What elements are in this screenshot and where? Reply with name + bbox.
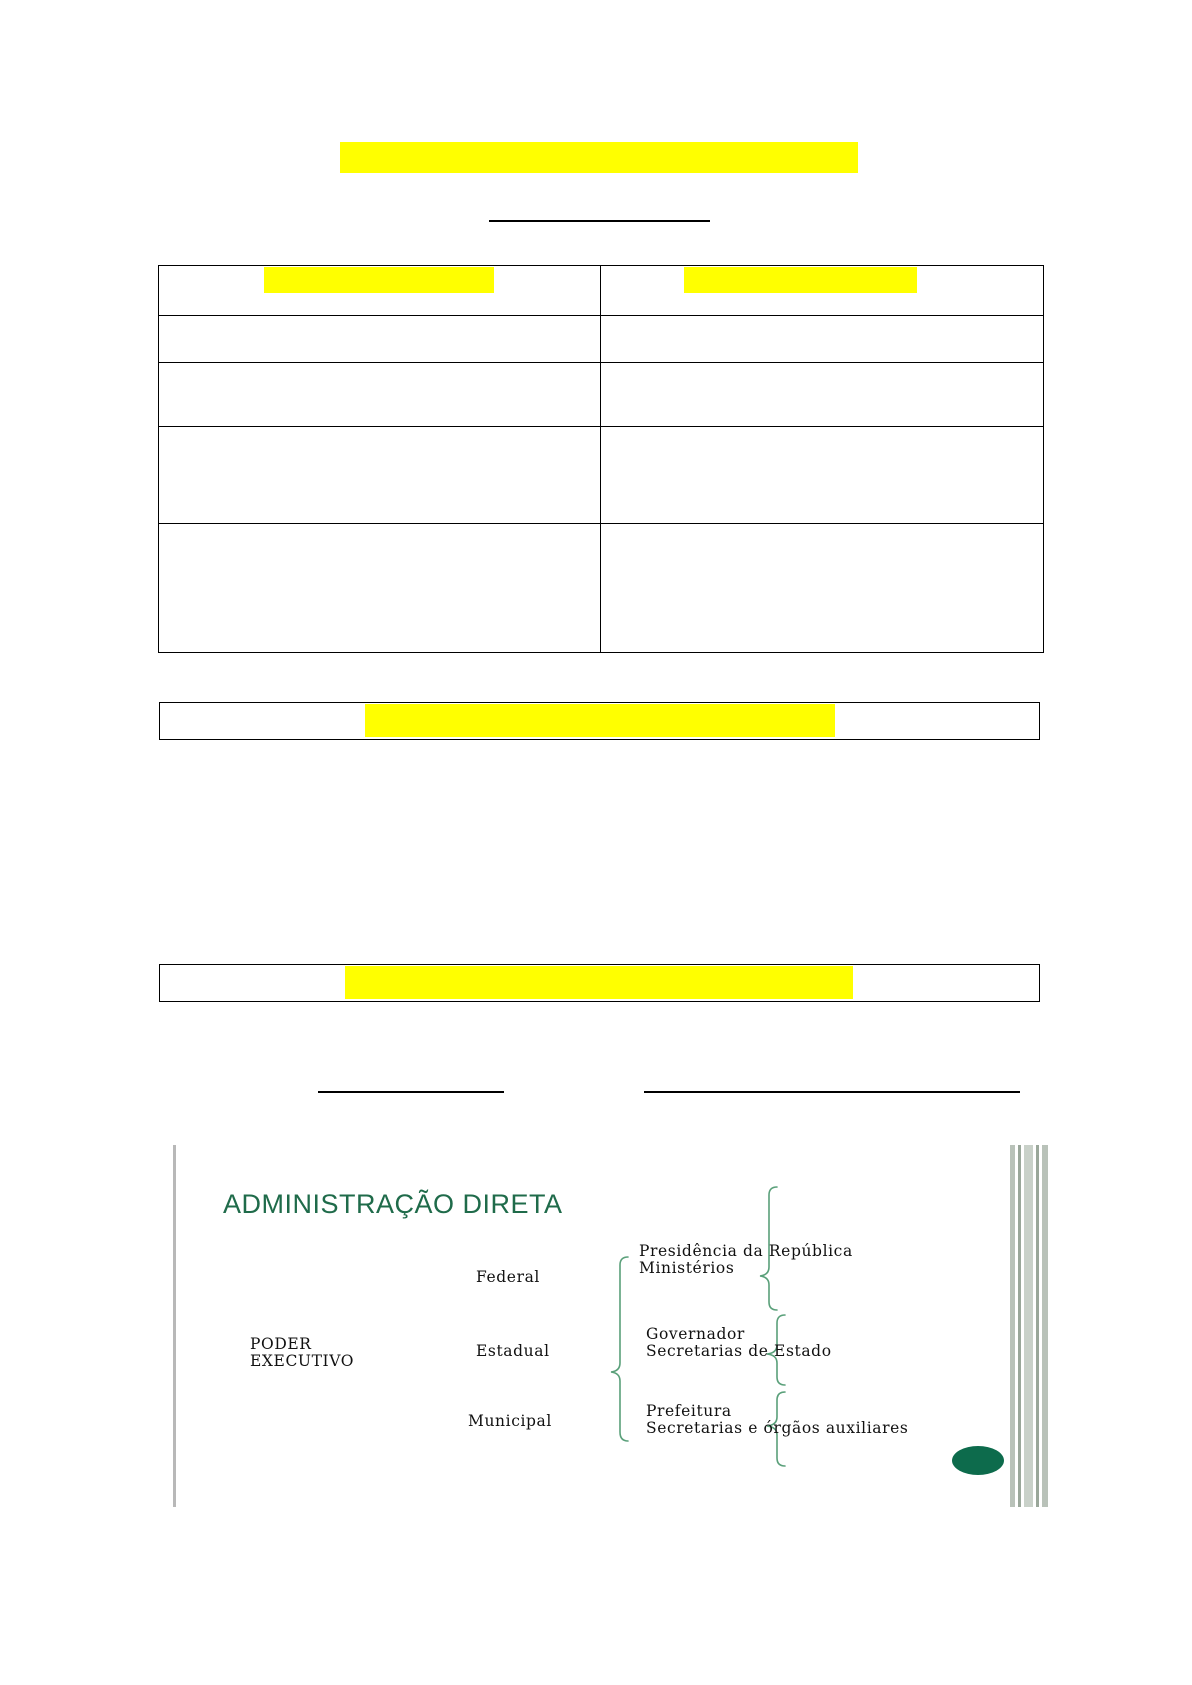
- level-estadual: Estadual: [476, 1342, 550, 1360]
- table-cell: [159, 316, 601, 363]
- table-row: [159, 316, 1044, 363]
- table-cell: [601, 524, 1044, 653]
- federal-items: [639, 1243, 853, 1277]
- table-cell: [159, 266, 601, 316]
- estadual-item: Secretarias de Estado: [646, 1342, 832, 1360]
- root-label-line2: EXECUTIVO: [250, 1352, 355, 1370]
- table-header-row: [159, 266, 1044, 316]
- section-box-2-highlight: [345, 966, 853, 999]
- federal-item: Presidência da República: [639, 1242, 853, 1260]
- municipal-items: [646, 1403, 908, 1437]
- hierarchy-braces: [173, 1145, 1048, 1507]
- administracao-direta-slide: [173, 1145, 1048, 1507]
- table-cell: [159, 427, 601, 524]
- table-cell: [601, 427, 1044, 524]
- main-brace: [611, 1257, 628, 1441]
- header-highlight-right: [684, 267, 917, 293]
- root-label: [250, 1336, 354, 1370]
- section-box-1-highlight: [365, 704, 835, 737]
- blank-underline-1: [318, 1091, 504, 1093]
- table-cell: [159, 524, 601, 653]
- level-federal: Federal: [476, 1268, 540, 1286]
- estadual-item: Governador: [646, 1325, 745, 1343]
- federal-item: Ministérios: [639, 1259, 735, 1277]
- slide-number-dot: [952, 1446, 1004, 1475]
- table-row: [159, 524, 1044, 653]
- subtitle-underline: [489, 220, 710, 222]
- slide-title: ADMINISTRAÇÃO DIRETA: [223, 1189, 563, 1219]
- municipal-item: Prefeitura: [646, 1402, 732, 1420]
- table-cell: [601, 363, 1044, 427]
- root-label-line1: PODER: [250, 1335, 312, 1353]
- estadual-items: [646, 1326, 832, 1360]
- title-highlight: [340, 142, 858, 173]
- table-row: [159, 427, 1044, 524]
- table-cell: [159, 363, 601, 427]
- municipal-item: Secretarias e órgãos auxiliares: [646, 1419, 909, 1437]
- section-box-1: [159, 702, 1040, 740]
- blank-underline-2: [644, 1091, 1020, 1093]
- section-box-2: [159, 964, 1040, 1002]
- header-highlight-left: [264, 267, 494, 293]
- table-row: [159, 363, 1044, 427]
- table-cell: [601, 266, 1044, 316]
- level-municipal: Municipal: [468, 1412, 552, 1430]
- comparison-table: [158, 265, 1044, 653]
- table-cell: [601, 316, 1044, 363]
